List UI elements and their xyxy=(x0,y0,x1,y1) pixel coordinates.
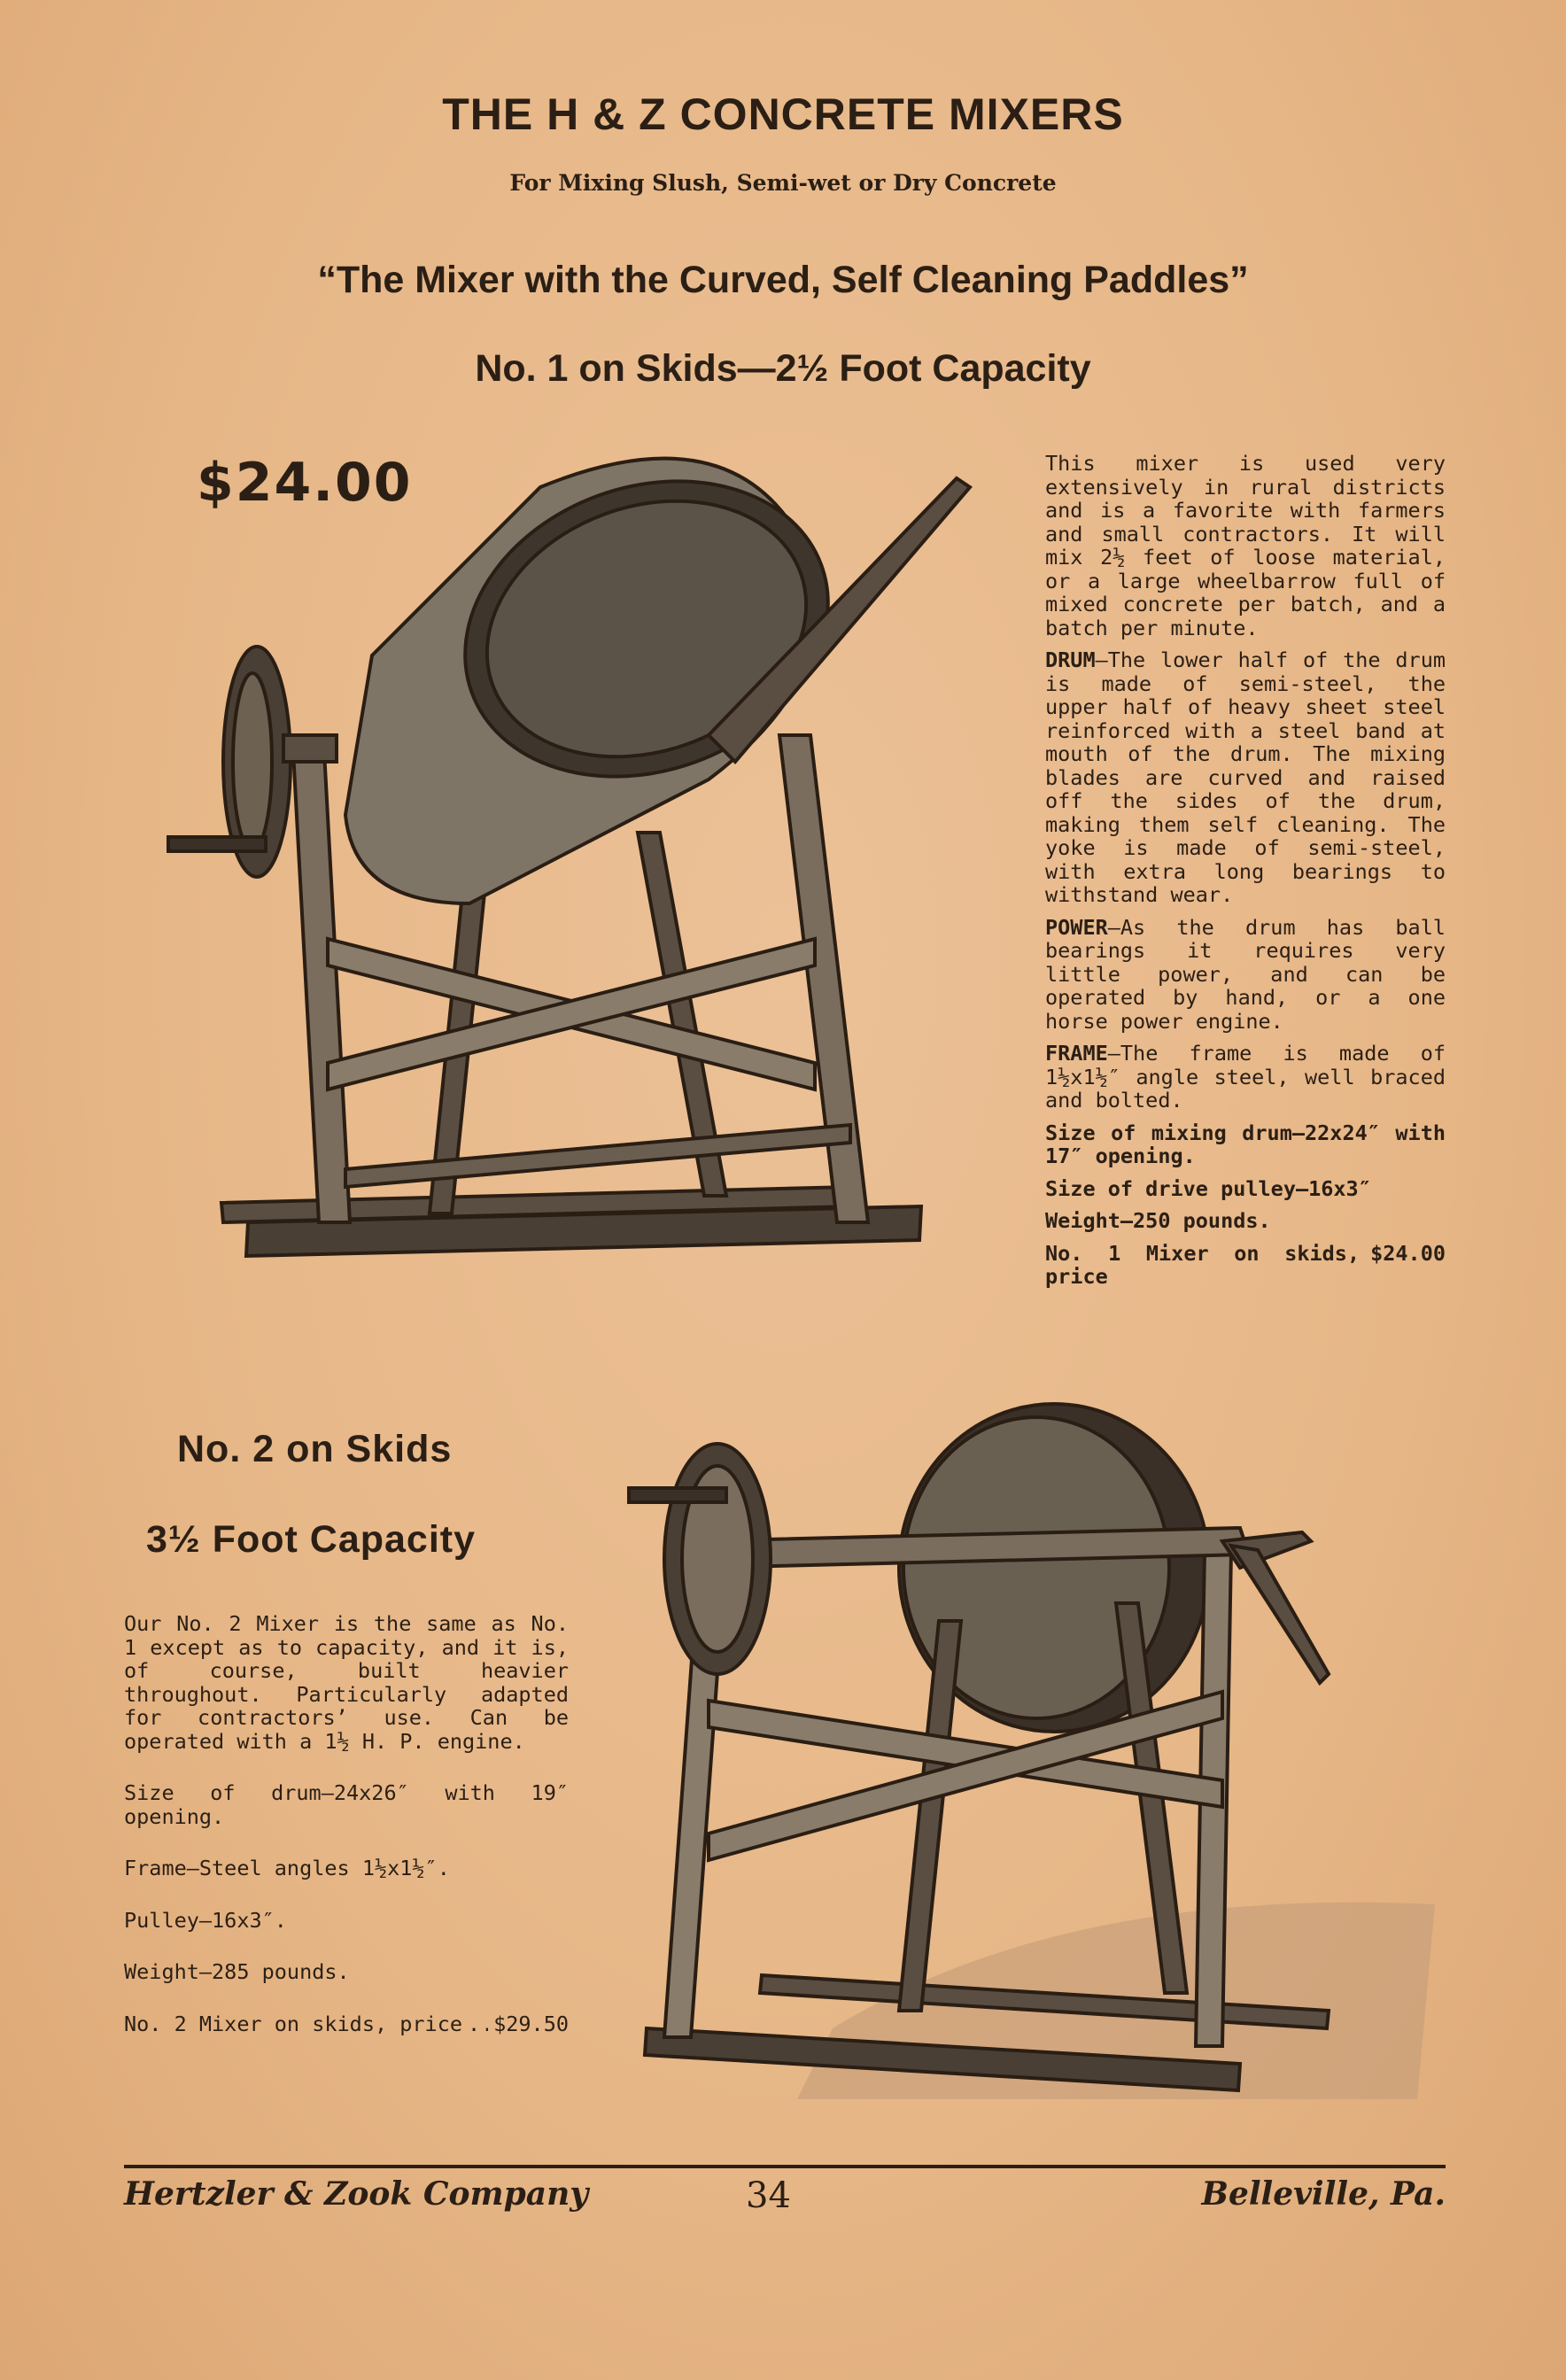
model1-price-display: $24.00 xyxy=(197,452,413,514)
drum-text: —The lower half of the drum is made of semi-steel, the upper half of heavy sheet steel reinforced with a steel band at mouth of the drum. The mixing blades are curved and raised off the sides of the drum, making them self cleaning. The yoke is made of semi-steel, with extra long bearings to withstand wear. xyxy=(1045,647,1446,907)
page-number: 34 xyxy=(746,2175,791,2216)
power-label: POWER xyxy=(1045,914,1108,940)
model2-frame: Frame—Steel angles 1½x1½″. xyxy=(124,1856,450,1880)
model1-size-pulley: Size of drive pulley—16x3″ xyxy=(1045,1175,1371,1201)
model1-heading: No. 1 on Skids—2½ Foot Capacity xyxy=(475,347,1091,390)
model2-heading: No. 2 on Skids xyxy=(177,1428,453,1470)
mixer-no1-illustration xyxy=(159,443,974,1346)
mixer-no2-illustration xyxy=(620,1391,1435,2126)
drum-label: DRUM xyxy=(1045,647,1096,672)
footer-company: Hertzler & Zook Company xyxy=(124,2175,589,2213)
footer-location: Belleville, Pa. xyxy=(1201,2175,1446,2213)
model1-power-paragraph xyxy=(1045,916,1446,1034)
model2-price-label: No. 2 Mixer on skids, price xyxy=(124,2011,463,2036)
model1-intro: This mixer is used very extensively in rural districts and is a favorite with farmers and small contractors. It will mix 2½ feet of loose material, or a large wheelbarrow full of mixed concrete per batch, and a batch per minute. xyxy=(1045,451,1446,640)
model2-capacity: 3½ Foot Capacity xyxy=(146,1518,477,1561)
model1-price-label: No. 1 Mixer on skids, price xyxy=(1045,1240,1361,1289)
frame-text: —The frame is made of 1½x1½″ angle steel, well braced and bolted. xyxy=(1045,1041,1446,1112)
power-text: —As the drum has ball bearings it requires very little power, and can be operated by hand, or a one horse power engine. xyxy=(1045,914,1446,1034)
tagline: “The Mixer with the Curved, Self Cleaning Paddles” xyxy=(317,259,1249,301)
model2-price-line xyxy=(124,2012,569,2036)
page-subtitle: For Mixing Slush, Semi-wet or Dry Concrete xyxy=(509,170,1057,196)
model2-pulley: Pulley—16x3″. xyxy=(124,1907,287,1933)
model1-size-drum: Size of mixing drum—22x24″ with 17″ opening. xyxy=(1045,1120,1446,1168)
footer-rule xyxy=(124,2165,1446,2168)
model2-price-value: $29.50 xyxy=(493,2011,569,2036)
model2-intro: Our No. 2 Mixer is the same as No. 1 except as to capacity, and it is, of course, built heavier throughout. Particularly adapted for contractors’ use. Can be operated with a 1½ H. P. engine. xyxy=(124,1611,569,1754)
model1-price-line xyxy=(1045,1242,1446,1289)
model1-frame-paragraph xyxy=(1045,1042,1446,1112)
model1-weight: Weight—250 pounds. xyxy=(1045,1208,1271,1233)
model2-description xyxy=(124,1612,569,2035)
page-title: THE H & Z CONCRETE MIXERS xyxy=(442,89,1124,139)
model1-description xyxy=(1045,452,1446,1289)
model1-drum-paragraph xyxy=(1045,648,1446,907)
frame-label: FRAME xyxy=(1045,1041,1108,1066)
model2-weight: Weight—285 pounds. xyxy=(124,1959,350,1984)
model1-price-value: $24.00 xyxy=(1370,1240,1446,1266)
model2-size-drum: Size of drum—24x26″ with 19″ opening. xyxy=(124,1780,569,1829)
